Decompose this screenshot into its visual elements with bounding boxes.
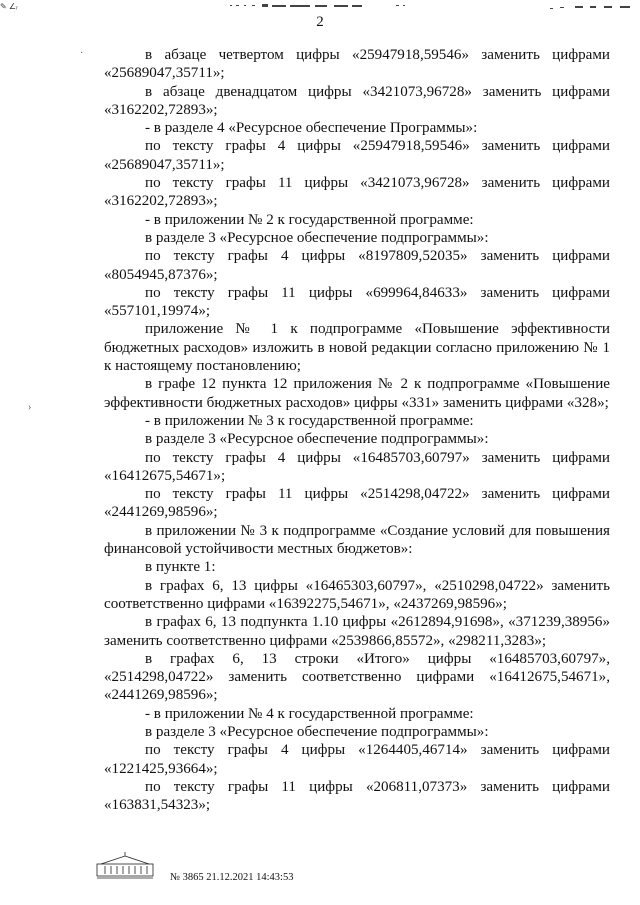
document-paragraph: в абзаце двенадцатом цифры «3421073,96728» заменить цифрами «3162202,72893»; — [104, 83, 610, 118]
document-paragraph: в разделе 3 «Ресурсное обеспечение подпрограммы»: — [145, 723, 489, 740]
margin-dot: › — [28, 402, 32, 413]
document-paragraph: - в приложении № 2 к государственной программе: — [145, 211, 474, 228]
document-paragraph: в графе 12 пункта 12 приложения № 2 к подпрограмме «Повышение эффективности бюджетных расходов» цифры «331» заменить цифрами «328»; — [104, 376, 610, 411]
building-stamp-icon — [95, 850, 157, 880]
page-number: 2 — [316, 14, 324, 30]
document-registration-stamp: № 3865 21.12.2021 14:43:53 — [170, 872, 294, 883]
document-paragraph: в разделе 3 «Ресурсное обеспечение подпрограммы»: — [145, 431, 489, 448]
document-paragraph: в разделе 3 «Ресурсное обеспечение подпрограммы»: — [145, 229, 489, 246]
document-paragraph: по тексту графы 11 цифры «2514298,04722» заменить цифрами «2441269,98596»; — [104, 486, 610, 521]
document-paragraph: по тексту графы 11 цифры «699964,84633» заменить цифрами «557101,19974»; — [104, 284, 610, 320]
document-paragraph: в графах 6, 13 цифры «16465303,60797», «2510298,04722» заменить соответственно цифрами «16392275,54671», «2437269,98596»; — [104, 577, 610, 612]
document-paragraph: - в приложении № 3 к государственной программе: — [145, 412, 474, 429]
document-body — [104, 46, 610, 814]
document-paragraph: - в приложении № 4 к государственной программе: — [145, 705, 474, 722]
document-paragraph: по тексту графы 4 цифры «1264405,46714» заменить цифрами «1221425,93664»; — [104, 742, 610, 777]
document-paragraph: по тексту графы 4 цифры «25947918,59546» заменить цифрами «25689047,35711»; — [104, 138, 610, 173]
document-paragraph: в графах 6, 13 строки «Итого» цифры «16485703,60797», «2514298,04722» заменить соответственно цифрами «16412675,54671», «2441269,98596»; — [104, 650, 610, 704]
document-paragraph: в приложении № 3 к подпрограмме «Создание условий для повышения финансовой устойчивости местных бюджетов»: — [104, 522, 610, 558]
document-footer — [95, 850, 395, 890]
document-paragraph: - в разделе 4 «Ресурсное обеспечение Программы»: — [145, 120, 478, 137]
document-paragraph: в пункте 1: — [145, 559, 216, 576]
document-paragraph: приложение № 1 к подпрограмме «Повышение эффективности бюджетных расходов» изложить в новой редакции согласно приложению № 1 к настоящему постановлению; — [104, 321, 610, 375]
document-paragraph: в графах 6, 13 подпункта 1.10 цифры «2612894,91698», «371239,38956» заменить соответственно цифрами «2539866,85572», «298211,3283»; — [104, 614, 610, 649]
document-paragraph: по тексту графы 4 цифры «8197809,52035» заменить цифрами «8054945,87376»; — [104, 248, 610, 283]
document-paragraph: по тексту графы 11 цифры «206811,07373» заменить цифрами «163831,54323»; — [104, 778, 610, 814]
document-paragraph: по тексту графы 4 цифры «16485703,60797» заменить цифрами «16412675,54671»; — [104, 449, 610, 484]
svg-text:✎ ∠ᵣ: ✎ ∠ᵣ — [0, 2, 19, 11]
document-paragraph: в абзаце четвертом цифры «25947918,59546» заменить цифрами «25689047,35711»; — [104, 47, 610, 82]
document-paragraph: по тексту графы 11 цифры «3421073,96728» заменить цифрами «3162202,72893»; — [104, 175, 610, 210]
margin-dot: · — [80, 48, 84, 59]
